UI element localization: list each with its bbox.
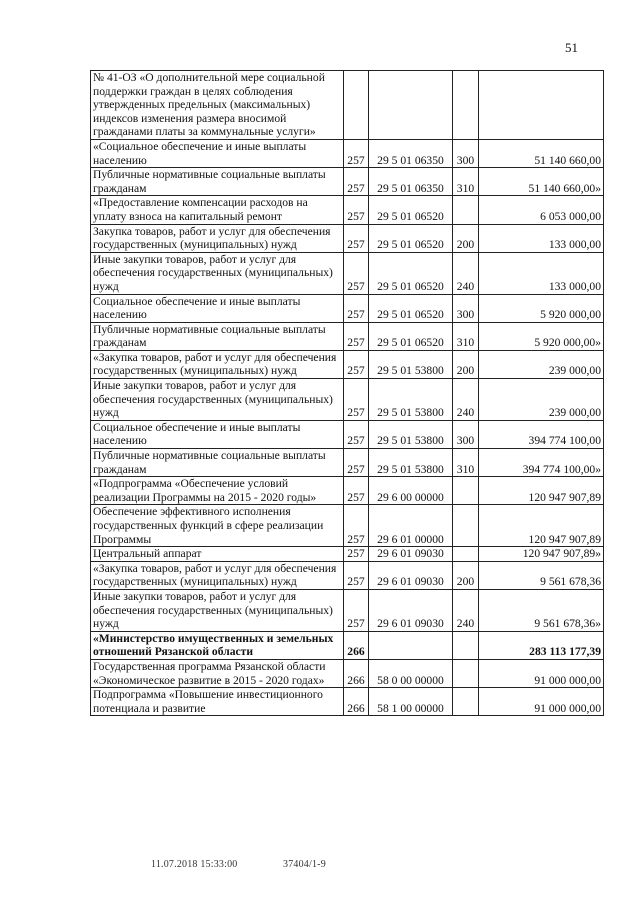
row-csr: 29 5 01 53800 <box>369 379 453 421</box>
row-amount: 120 947 907,89 <box>479 505 604 547</box>
row-amount: 120 947 907,89 <box>479 477 604 505</box>
table-row <box>91 139 604 167</box>
table-row <box>91 350 604 378</box>
table-row <box>91 589 604 631</box>
row-vr <box>453 196 479 224</box>
table-row <box>91 659 604 687</box>
row-csr: 58 1 00 00000 <box>369 688 453 716</box>
row-amount: 91 000 000,00 <box>479 688 604 716</box>
table-body <box>91 71 604 716</box>
row-amount: 6 053 000,00 <box>479 196 604 224</box>
row-name: «Предоставление компенсации расходов на уплату взноса на капитальный ремонт <box>91 196 344 224</box>
row-vr: 310 <box>453 449 479 477</box>
row-csr: 29 6 01 09030 <box>369 547 453 562</box>
row-name: Социальное обеспечение и иные выплаты населению <box>91 420 344 448</box>
row-amount: 9 561 678,36» <box>479 589 604 631</box>
row-amount: 394 774 100,00» <box>479 449 604 477</box>
row-amount: 5 920 000,00» <box>479 322 604 350</box>
row-vr <box>453 547 479 562</box>
row-name: № 41-ОЗ «О дополнительной мере социальной поддержки граждан в целях соблюдения утвержденных предельных (максимальных) индексов изменения размера вносимой гражданами платы за коммунальные услуги» <box>91 71 344 140</box>
row-amount: 91 000 000,00 <box>479 659 604 687</box>
row-amount: 239 000,00 <box>479 350 604 378</box>
row-vr: 300 <box>453 139 479 167</box>
row-amount: 133 000,00 <box>479 224 604 252</box>
row-csr: 29 5 01 06520 <box>369 322 453 350</box>
table-row <box>91 688 604 716</box>
row-vr <box>453 505 479 547</box>
row-code: 257 <box>344 252 369 294</box>
row-code: 257 <box>344 477 369 505</box>
table-row <box>91 561 604 589</box>
budget-table <box>90 70 604 716</box>
table-row <box>91 224 604 252</box>
row-amount: 133 000,00 <box>479 252 604 294</box>
table-row <box>91 294 604 322</box>
row-name: Закупка товаров, работ и услуг для обеспечения государственных (муниципальных) нужд <box>91 224 344 252</box>
row-name: Обеспечение эффективного исполнения государственных функций в сфере реализации Программы <box>91 505 344 547</box>
footer-timestamp: 11.07.2018 15:33:00 <box>151 859 238 870</box>
faint-stamp-mark <box>450 852 560 870</box>
row-code: 257 <box>344 350 369 378</box>
table-row <box>91 196 604 224</box>
row-amount: 239 000,00 <box>479 379 604 421</box>
row-name: Публичные нормативные социальные выплаты гражданам <box>91 449 344 477</box>
row-code: 257 <box>344 449 369 477</box>
row-vr: 240 <box>453 589 479 631</box>
row-vr <box>453 631 479 659</box>
row-name: Публичные нормативные социальные выплаты гражданам <box>91 322 344 350</box>
row-csr: 29 5 01 06350 <box>369 168 453 196</box>
row-amount <box>479 71 604 140</box>
table-row <box>91 420 604 448</box>
row-name: Центральный аппарат <box>91 547 344 562</box>
row-csr: 29 5 01 06520 <box>369 196 453 224</box>
table-row <box>91 71 604 140</box>
row-code: 257 <box>344 322 369 350</box>
row-vr <box>453 688 479 716</box>
row-code: 266 <box>344 659 369 687</box>
row-code: 257 <box>344 294 369 322</box>
row-name: Государственная программа Рязанской области «Экономическое развитие в 2015 - 2020 годах» <box>91 659 344 687</box>
row-amount: 120 947 907,89» <box>479 547 604 562</box>
row-name: «Закупка товаров, работ и услуг для обеспечения государственных (муниципальных) нужд <box>91 350 344 378</box>
row-vr <box>453 71 479 140</box>
row-csr: 29 5 01 06350 <box>369 139 453 167</box>
row-name: Подпрограмма «Повышение инвестиционного потенциала и развитие <box>91 688 344 716</box>
row-vr: 300 <box>453 294 479 322</box>
table-row <box>91 379 604 421</box>
row-csr: 29 6 01 09030 <box>369 561 453 589</box>
row-vr <box>453 477 479 505</box>
row-vr: 200 <box>453 561 479 589</box>
row-code: 257 <box>344 168 369 196</box>
row-vr: 310 <box>453 322 479 350</box>
row-code: 257 <box>344 589 369 631</box>
row-vr: 240 <box>453 252 479 294</box>
row-code: 257 <box>344 561 369 589</box>
row-csr: 29 6 01 09030 <box>369 589 453 631</box>
row-name: «Подпрограмма «Обеспечение условий реализации Программы на 2015 - 2020 годы» <box>91 477 344 505</box>
footer-document-number: 37404/1-9 <box>283 859 326 870</box>
row-csr: 29 5 01 53800 <box>369 420 453 448</box>
row-code: 257 <box>344 420 369 448</box>
row-name: «Закупка товаров, работ и услуг для обеспечения государственных (муниципальных) нужд <box>91 561 344 589</box>
page-number: 51 <box>565 40 578 55</box>
row-csr: 29 5 01 06520 <box>369 252 453 294</box>
row-name: Социальное обеспечение и иные выплаты населению <box>91 294 344 322</box>
row-csr: 29 5 01 53800 <box>369 350 453 378</box>
row-csr <box>369 71 453 140</box>
table-row <box>91 168 604 196</box>
row-csr: 29 6 01 00000 <box>369 505 453 547</box>
table-row <box>91 547 604 562</box>
row-code: 257 <box>344 224 369 252</box>
row-amount: 283 113 177,39 <box>479 631 604 659</box>
row-csr: 29 5 01 06520 <box>369 294 453 322</box>
row-name: Иные закупки товаров, работ и услуг для обеспечения государственных (муниципальных) нужд <box>91 252 344 294</box>
row-vr: 200 <box>453 224 479 252</box>
row-code: 266 <box>344 631 369 659</box>
row-name: Иные закупки товаров, работ и услуг для обеспечения государственных (муниципальных) нужд <box>91 379 344 421</box>
row-amount: 51 140 660,00» <box>479 168 604 196</box>
row-name: Иные закупки товаров, работ и услуг для обеспечения государственных (муниципальных) нужд <box>91 589 344 631</box>
table-row-bold <box>91 631 604 659</box>
row-amount: 5 920 000,00 <box>479 294 604 322</box>
row-code: 257 <box>344 196 369 224</box>
row-name: «Министерство имущественных и земельных отношений Рязанской области <box>91 631 344 659</box>
row-csr: 29 5 01 06520 <box>369 224 453 252</box>
row-csr: 29 5 01 53800 <box>369 449 453 477</box>
row-vr: 200 <box>453 350 479 378</box>
row-vr: 310 <box>453 168 479 196</box>
table-row <box>91 252 604 294</box>
row-amount: 51 140 660,00 <box>479 139 604 167</box>
row-name: Публичные нормативные социальные выплаты гражданам <box>91 168 344 196</box>
table-row <box>91 449 604 477</box>
row-vr: 240 <box>453 379 479 421</box>
row-amount: 9 561 678,36 <box>479 561 604 589</box>
row-vr <box>453 659 479 687</box>
row-code: 257 <box>344 379 369 421</box>
row-code: 257 <box>344 505 369 547</box>
row-vr: 300 <box>453 420 479 448</box>
row-code: 257 <box>344 139 369 167</box>
row-amount: 394 774 100,00 <box>479 420 604 448</box>
row-name: «Социальное обеспечение и иные выплаты населению <box>91 139 344 167</box>
row-csr: 58 0 00 00000 <box>369 659 453 687</box>
table-row <box>91 322 604 350</box>
row-code: 257 <box>344 547 369 562</box>
row-code <box>344 71 369 140</box>
table-row <box>91 477 604 505</box>
row-csr <box>369 631 453 659</box>
table-row <box>91 505 604 547</box>
row-code: 266 <box>344 688 369 716</box>
row-csr: 29 6 00 00000 <box>369 477 453 505</box>
